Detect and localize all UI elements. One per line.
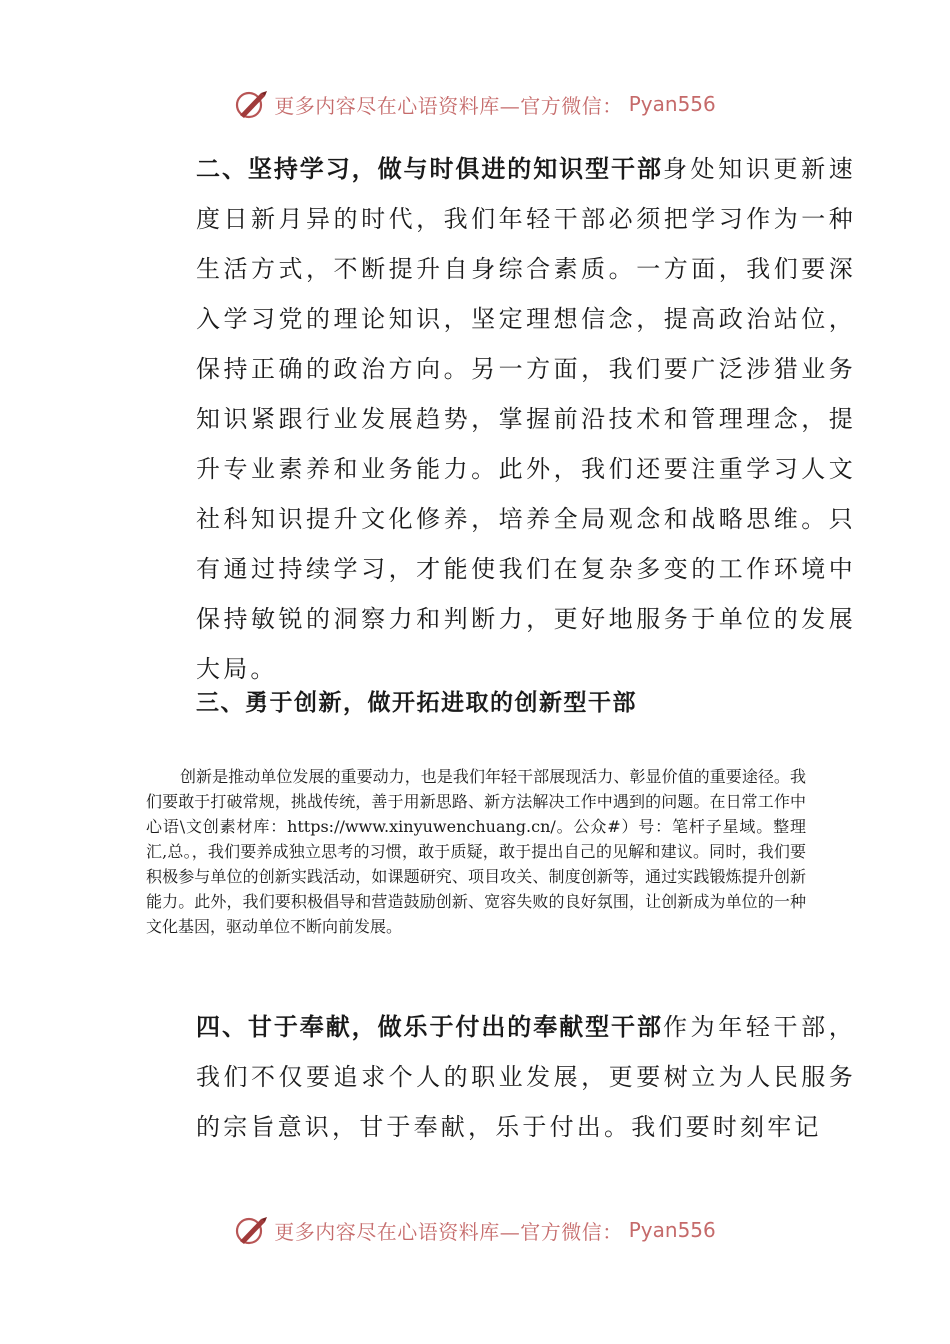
section-3-heading: 三、勇于创新，做开拓进取的创新型干部: [196, 690, 637, 716]
watermark-wechat-id: Pyan556: [628, 92, 716, 116]
watermark-text: 更多内容尽在心语资料库—官方微信：: [274, 93, 623, 118]
section-2-paragraph: [146, 144, 857, 683]
header-watermark: [0, 84, 950, 124]
pen-in-circle-icon: [234, 87, 268, 121]
section-2-body: 身处知识更新速度日新月异的时代，我们年轻干部必须把学习作为一种生活方式，不断提升自身综合素质。一方面，我们要深入学习党的理论知识，坚定理想信念，提高政治站位，保持正确的政治方向。另一方面，我们要广泛涉猎业务知识紧跟行业发展趋势，掌握前沿技术和管理理念，提升专业素养和业务能力。此外，我们还要注重学习人文社科知识提升文化修养，培养全局观念和战略思维。只有通过持续学习，才能使我们在复杂多变的工作环境中保持敏锐的洞察力和判断力，更好地服务于单位的发展大局。: [196, 155, 857, 683]
footer-watermark: [0, 1210, 950, 1250]
section-3-body: 创新是推动单位发展的重要动力，也是我们年轻干部展现活力、彰显价值的重要途径。我们要敢于打破常规，挑战传统，善于用新思路、新方法解决工作中遇到的问题。在日常工作中心语\文创素材库：https://www.xinyuwenchuang.cn/。公众#）号：笔杆子星域。整理汇,总。，我们要养成独立思考的习惯，敢于质疑，敢于提出自己的见解和建议。同时，我们要积极参与单位的创新实践活动，如课题研究、项目攻关、制度创新等，通过实践锻炼提升创新能力。此外，我们要积极倡导和营造鼓励创新、宽容失败的良好氛围，让创新成为单位的一种文化基因，驱动单位不断向前发展。: [146, 767, 806, 936]
pen-in-circle-icon: [234, 1213, 268, 1247]
watermark-text: 更多内容尽在心语资料库—官方微信：: [274, 1219, 623, 1244]
section-4-body: 作为年轻干部，我们不仅要追求个人的职业发展，更要树立为人民服务的宗旨意识，甘于奉献，乐于付出。我们要时刻牢记: [196, 1013, 857, 1141]
section-2-heading: 二、坚持学习，做与时俱进的知识型干部: [196, 155, 663, 183]
section-4-heading: 四、甘于奉献，做乐于付出的奉献型干部: [196, 1013, 663, 1041]
section-4-paragraph: [146, 1002, 856, 1152]
watermark-wechat-id: Pyan556: [628, 1218, 716, 1242]
